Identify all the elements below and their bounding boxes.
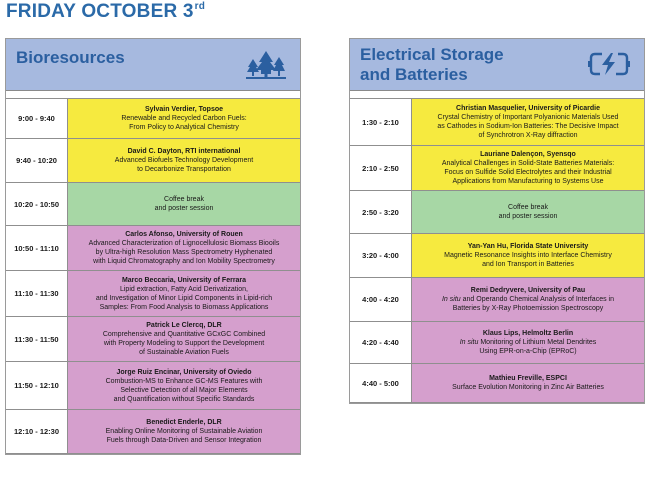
schedule-row	[6, 225, 300, 270]
talk-title-line	[460, 338, 597, 347]
talk-title-line: Lipid extraction, Fatty Acid Derivatization,	[119, 285, 248, 293]
time-slot: 10:20 - 10:50	[6, 183, 68, 225]
talk-title-line: by Ultra-high Resolution Mass Spectrometry Hyphenated	[95, 249, 273, 256]
time-slot: 9:00 - 9:40	[6, 99, 68, 138]
speaker-name: Mathieu Freville, ESPCI	[489, 375, 567, 382]
speaker-name: Christian Masquelier, University of Picardie	[456, 105, 600, 112]
talk-title-line: Crystal Chemistry of Important Polyanionic Materials Used	[437, 114, 619, 121]
time-slot: 4:00 - 4:20	[350, 278, 412, 321]
coffee-break-cell	[412, 191, 644, 233]
talk-title-line: Analytical Challenges in Solid-State Batteries Materials:	[441, 160, 615, 167]
bioresources-schedule	[6, 91, 300, 454]
bioresources-header	[6, 39, 300, 91]
speaker-name: Remi Dedryvere, University of Pau	[470, 287, 586, 294]
speaker-name: Lauriane Dalençon, Syensqo	[480, 151, 576, 158]
talk-title-line: Focus on Sulfide Solid Electrolytes and their Industrial	[444, 169, 612, 176]
time-slot: 11:50 - 12:10	[6, 362, 68, 409]
talk-title-line: and Quantification without Specific Standards	[113, 395, 255, 403]
schedule-row	[6, 316, 300, 361]
time-slot: 4:40 - 5:00	[350, 364, 412, 402]
talk-title-line: Comprehensive and Quantitative GCxGC Combined	[102, 331, 266, 338]
speaker-name: Patrick Le Clercq, DLR	[146, 322, 222, 329]
time-slot: 11:30 - 11:50	[6, 317, 68, 361]
session-cell	[412, 364, 644, 402]
session-cell	[412, 278, 644, 321]
speaker-name: David C. Dayton, RTI international	[127, 148, 241, 155]
schedule-row	[350, 277, 644, 321]
schedule-row	[350, 233, 644, 277]
electrical-storage-title	[360, 45, 504, 85]
talk-title-line: Advanced Biofuels Technology Development	[114, 157, 254, 164]
talk-title-line: Enabling Online Monitoring of Sustainable Aviation	[105, 428, 263, 435]
talk-title-line: Surface Evolution Monitoring in Zinc Air Batteries	[452, 384, 604, 391]
title-line: and Batteries	[360, 65, 468, 84]
time-slot: 11:10 - 11:30	[6, 271, 68, 316]
time-slot: 4:20 - 4:40	[350, 322, 412, 363]
day-title	[6, 1, 205, 23]
break-text: Coffee break	[164, 196, 204, 203]
talk-title-line	[442, 295, 614, 304]
talk-title-line: with Liquid Chromatography and Ion Mobility Spectrometry	[93, 258, 275, 265]
day-title-suffix: rd	[194, 1, 206, 12]
schedule-row	[6, 270, 300, 316]
break-text: and poster session	[154, 205, 214, 212]
speaker-name: Benedict Enderle, DLR	[146, 419, 222, 426]
talk-title-line: Advanced Characterization of Lignocellulosic Biomass Biooils	[88, 240, 280, 247]
talk-title-line: Using EPR-on-a-Chip (EPRoC)	[479, 348, 577, 355]
schedule-row	[6, 182, 300, 225]
break-text: Coffee break	[508, 204, 548, 211]
talk-title-line: of Synchrotron X-Ray diffraction	[478, 132, 578, 139]
time-slot: 12:10 - 12:30	[6, 410, 68, 453]
schedule-row	[350, 145, 644, 190]
session-cell	[68, 99, 300, 138]
talk-title-line: Fuels through Data-Driven and Sensor Integration	[106, 437, 262, 444]
time-slot: 10:50 - 11:10	[6, 226, 68, 270]
talk-title-line: as Cathodes in Sodium-Ion Batteries: The Decisive Impact	[437, 123, 619, 130]
talk-title-line: From Policy to Analytical Chemistry	[129, 124, 239, 131]
time-slot: 9:40 - 10:20	[6, 139, 68, 182]
speaker-name: Marco Beccaria, University of Ferrara	[121, 276, 247, 284]
speaker-name: Yan-Yan Hu, Florida State University	[467, 243, 589, 250]
talk-title-line: Samples: From Food Analysis to Biomass Applications	[99, 303, 269, 311]
italic-term: In situ	[459, 339, 479, 346]
talk-title-line: with Property Modeling to Support the Development	[103, 340, 265, 347]
schedule-row	[6, 138, 300, 182]
talk-title-line: of Sustainable Aviation Fuels	[139, 349, 229, 356]
coffee-break-cell	[68, 183, 300, 225]
speaker-name: Carlos Afonso, University of Rouen	[125, 231, 243, 238]
talk-title-line: Applications from Manufacturing to Systems Use	[452, 178, 604, 185]
electrical-storage-header	[350, 39, 644, 91]
session-cell	[68, 317, 300, 361]
bioresources-column	[5, 38, 301, 455]
talk-title-text: Monitoring of Lithium Metal Dendrites	[480, 339, 597, 346]
day-title-text: FRIDAY OCTOBER 3	[6, 1, 194, 22]
session-cell	[412, 234, 644, 277]
schedule-row	[6, 98, 300, 138]
battery-charge-icon	[588, 50, 630, 83]
title-line: Electrical Storage	[360, 45, 504, 64]
talk-title-line: Renewable and Recycled Carbon Fuels:	[121, 115, 247, 122]
schedule-row	[6, 361, 300, 409]
speaker-name: Jorge Ruiz Encinar, University of Oviedo	[116, 368, 252, 376]
session-cell	[68, 410, 300, 453]
bioresources-title: Bioresources	[16, 48, 125, 67]
talk-title-line: to Decarbonize Transportation	[137, 166, 231, 173]
forest-icon	[246, 50, 286, 85]
speaker-name: Klaus Lips, Helmoltz Berlin	[482, 330, 574, 337]
talk-title-text: and Operando Chemical Analysis of Interfaces in	[462, 296, 614, 303]
electrical-storage-schedule	[350, 91, 644, 403]
talk-title-line: and Investigation of Minor Lipid Components in Lipid-rich	[95, 294, 273, 302]
schedule-row	[350, 321, 644, 363]
session-cell	[68, 226, 300, 270]
time-slot: 1:30 - 2:10	[350, 99, 412, 145]
talk-title-line: Magnetic Resonance Insights into Interface Chemistry	[444, 252, 612, 259]
time-slot: 3:20 - 4:00	[350, 234, 412, 277]
schedule-row	[350, 363, 644, 403]
session-cell	[68, 362, 300, 409]
session-cell	[68, 271, 300, 316]
schedule-row	[6, 409, 300, 454]
schedule-row	[350, 190, 644, 233]
time-slot: 2:50 - 3:20	[350, 191, 412, 233]
talk-title-line: Selective Detection of all Major Elements	[120, 386, 248, 394]
talk-title-line: Batteries by X-Ray Photoemission Spectroscopy	[452, 305, 604, 312]
speaker-name: Sylvain Verdier, Topsoe	[144, 106, 224, 113]
session-cell	[412, 322, 644, 363]
talk-title-line: and Ion Transport in Batteries	[482, 261, 574, 268]
session-cell	[412, 99, 644, 145]
italic-term: In situ	[441, 296, 461, 303]
break-text: and poster session	[498, 213, 558, 220]
session-cell	[68, 139, 300, 182]
schedule-row	[350, 98, 644, 145]
session-cell	[412, 146, 644, 190]
time-slot: 2:10 - 2:50	[350, 146, 412, 190]
talk-title-line: Combustion-MS to Enhance GC-MS Features with	[105, 377, 263, 385]
electrical-storage-column	[349, 38, 645, 404]
